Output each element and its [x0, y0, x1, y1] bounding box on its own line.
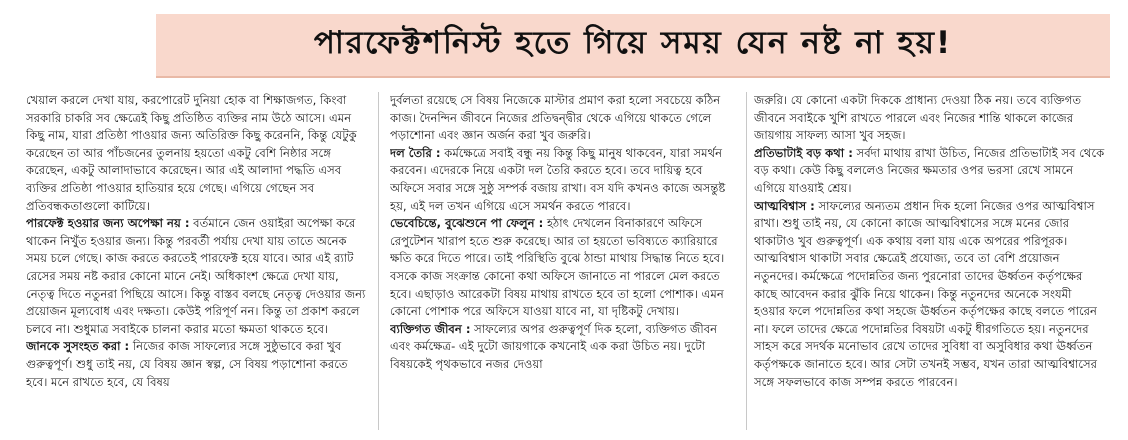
- paragraph: [754, 145, 1106, 198]
- subheading: জানকে সুসংহত করা :: [26, 339, 130, 354]
- paragraph: [26, 92, 366, 215]
- paragraph-text: কর্মক্ষেত্রে সবাই বন্ধু নয় কিন্তু কিছু মানুষ থাকবেন, যারা সমর্থন করবেন। এদেরকে নিয়ে একটা দল তৈরি করতে হবে। তবে দায়িত্ব হবে অফিসে সবার সঙ্গে সুষ্ঠু সম্পর্ক বজায় রাখা। বস যদি কখনও কাজে অসন্তুষ্ট হয়, এই দল তখন এগিয়ে এসে সমর্থন করতে পারবে।: [390, 145, 726, 213]
- paragraph: [26, 338, 366, 391]
- column-divider: [378, 92, 379, 430]
- article-column-3: [754, 92, 1106, 432]
- paragraph-text: দুর্বলতা রয়েছে সে বিষয় নিজেকে মাস্টার প্রমাণ করা হলো সবচেয়ে কঠিন কাজ। দৈনন্দিন জীবনে নিজের প্রতিদ্বন্দ্বীর থেকে এগিয়ে থাকতে গেলে পড়াশোনা এবং জ্ঞান অর্জন করা খুব জরুরি।: [390, 93, 721, 143]
- headline-banner: [156, 14, 1110, 78]
- paragraph-text: নিজের কাজ সাফল্যের সঙ্গে সুষ্ঠুভাবে করা খুব গুরুত্বপূর্ণ। শুধু তাই নয়, যে বিষয় জ্ঞান স্বল্প, সে বিষয় পড়াশোনা করতে হবে। মনে রাখতে হবে, যে বিষয়: [26, 339, 348, 389]
- paragraph-text: জরুরি। যে কোনো একটা দিককে প্রাধান্য দেওয়া ঠিক নয়। তবে ব্যক্তিগত জীবনে সবাইকে খুশি রাখতে পারলে এবং নিজের শান্তি থাকলে কাজের জায়গায় সাফল্য আসা খুব সহজ।: [754, 93, 1082, 143]
- paragraph-text: সাফল্যের অপর গুরুত্বপূর্ণ দিক হলো, ব্যক্তিগত জীবন এবং কর্মক্ষেত্র- এই দুটো জায়গাকে কখনোই এক করা উচিত নয়। দুটো বিষয়কেই পৃথকভাবে নজর দেওয়া: [390, 321, 718, 371]
- paragraph: [754, 198, 1106, 392]
- paragraph: [390, 215, 740, 321]
- paragraph-text: বর্তমানে জেন ওয়াইরা অপেক্ষা করে থাকেন নিখুঁত হওয়ার জন্য। কিন্তু পরবর্তী পর্যায় দেখা যায় তাতে অনেক সময় চলে গেছে। কাজ করতে করতেই পারফেক্ট হয়ে যাবে। আর এই র‍্যাট রেসের সময় নষ্ট করার কোনো মানে নেই। অধিকাংশ ক্ষেত্রে দেখা যায়, নেতৃত্ব দিতে নতুনরা পিছিয়ে আসে। কিন্তু বাস্তব বলছে নেতৃত্ব দেওয়ার জন্য প্রয়োজন মূল্যবোধ এবং দক্ষতা। কেউই পরিপূর্ণ নন। কিন্তু তা প্রকাশ করলে চলবে না। শুধুমাত্র সবাইকে চালনা করার মতো ক্ষমতা থাকতে হবে।: [26, 216, 366, 336]
- subheading: ভেবেচিন্তে, বুঝেশুনে পা ফেলুন :: [390, 216, 544, 231]
- headline-title: পারফেক্টশনিস্ট হতে গিয়ে সময় যেন নষ্ট না হয়!: [313, 25, 953, 61]
- article-column-1: [26, 92, 366, 432]
- paragraph-text: সাফল্যের অন্যতম প্রধান দিক হলো নিজের ওপর আত্মবিশ্বাস রাখা। শুধু তাই নয়, যে কোনো কাজে আত্মবিশ্বাসের সঙ্গে মনের জোর থাকাটাও খুব গুরুত্বপূর্ণ। এক কথায় বলা যায় একে অপরের পরিপূরক। আত্মবিশ্বাস থাকাটা সবার ক্ষেত্রেই প্রযোজ্য, তবে তা বেশি প্রয়োজন নতুনদের। কর্মক্ষেত্রে পদোন্নতির জন্য পুরনোরা তাদের ঊর্ধ্বতন কর্তৃপক্ষের কাছে আবেদন করার ঝুঁকি নিয়ে থাকেন। কিন্তু নতুনদের অনেকে সংযমী হওয়ার ফলে পদোন্নতির কথা সহজে ঊর্ধ্বতন কর্তৃপক্ষের কাছে বলতে পারেন না। ফলে তাদের ক্ষেত্রে পদোন্নতির বিষয়টা একটু ধীরগতিতে হয়। নতুনদের সাহস করে সদর্থক মনোভাব রেখে তাদের সুবিধা বা অসুবিধার কথা ঊর্ধ্বতন কর্তৃপক্ষকে জানাতে হবে। আর সেটা তখনই সম্ভব, যখন তারা আত্মবিশ্বাসের সঙ্গে সফলভাবে কাজ সম্পন্ন করতে পারবেন।: [754, 198, 1098, 389]
- subheading: ব্যক্তিগত জীবন :: [390, 321, 471, 336]
- subheading: পারফেক্ট হওয়ার জন্য অপেক্ষা নয় :: [26, 216, 190, 231]
- subheading: প্রতিভাটাই বড় কথা :: [754, 145, 853, 160]
- paragraph: [390, 92, 740, 145]
- article-column-2: [390, 92, 740, 432]
- column-divider: [746, 92, 747, 430]
- paragraph-text: সর্বদা মাথায় রাখা উচিত, নিজের প্রতিভাটাই সব থেকে বড় কথা। কেউ কিছু বললেও নিজের ক্ষমতার ওপর ভরসা রেখে সামনে এগিয়ে যাওয়াই শ্রেয়।: [754, 145, 1105, 195]
- paragraph-text: হঠাৎ দেখলেন বিনাকারণে অফিসে রেপুটেশন খারাপ হতে শুরু করেছে। আর তা হয়তো ভবিষ্যতে ক্যারিয়ারে ক্ষতি করে দিতে পারে। তাই পরিস্থিতি বুঝে ঠান্ডা মাথায় সিদ্ধান্ত নিতে হবে। বসকে কাজ সংক্রান্ত কোনো কথা অফিসে জানাতে না পারলে মেল করতে হবে। এছাড়াও আরেকটা বিষয় মাথায় রাখতে হবে তা হলো পোশাক। এমন কোনো পোশাক পরে অফিসে যাওয়া যাবে না, যা দৃষ্টিকটু দেখায়।: [390, 216, 725, 319]
- subheading: দল তৈরি :: [390, 145, 441, 160]
- paragraph: [26, 215, 366, 338]
- paragraph: [390, 145, 740, 215]
- subheading: আত্মবিশ্বাস :: [754, 198, 815, 213]
- paragraph: [390, 321, 740, 374]
- paragraph: [754, 92, 1106, 145]
- paragraph-text: খেয়াল করলে দেখা যায়, করপোরেট দুনিয়া হোক বা শিক্ষাজগত, কিংবা সরকারি চাকরি সব ক্ষেত্রেই কিছু প্রতিষ্ঠিত ব্যক্তির নাম উঠে আসে। এমন কিছু নাম, যারা প্রতিষ্ঠা পাওয়ার জন্য অতিরিক্ত কিছু করেননি, কিন্তু যেটুকু করেছেন তা আর পাঁচজনের তুলনায় হয়তো একটু বেশি নিষ্ঠার সঙ্গে করেছেন, একটু আলাদাভাবে করেছেন। আর এই আলাদা পদ্ধতি এসব ব্যক্তির প্রতিষ্ঠা পাওয়ার হাতিয়ার হয়ে গেছে। এগিয়ে গেছেন সব প্রতিবন্ধকতাগুলো কাটিয়ে।: [26, 93, 357, 213]
